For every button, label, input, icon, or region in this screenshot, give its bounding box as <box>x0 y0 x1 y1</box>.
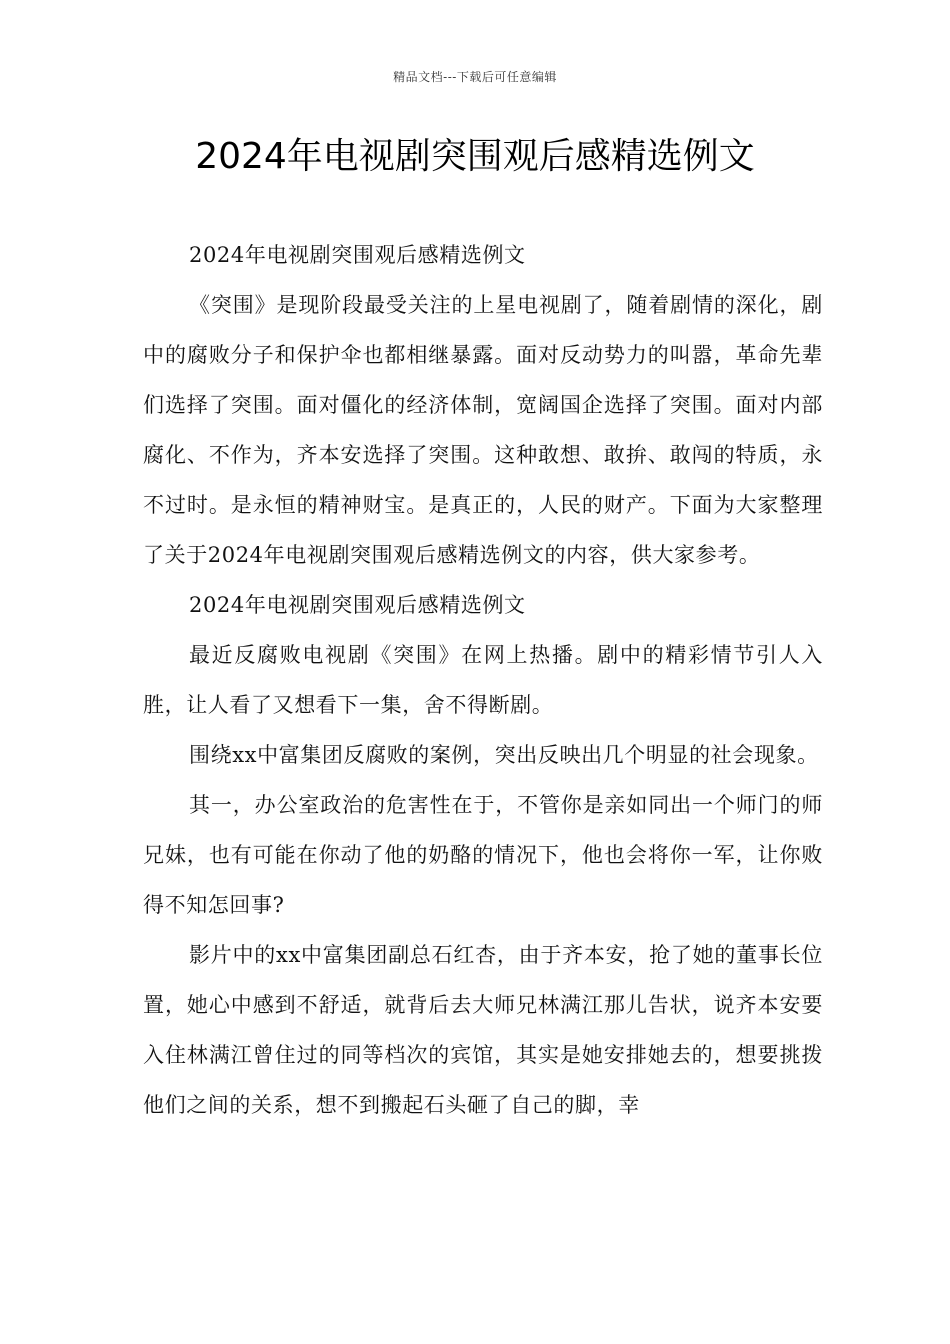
paragraph: 围绕xx中富集团反腐败的案例，突出反映出几个明显的社会现象。 <box>189 743 819 767</box>
document-body <box>143 230 823 1130</box>
paragraph: 最近反腐败电视剧《突围》在网上热播。剧中的精彩情节引人入胜，让人看了又想看下一集，舍不得断剧。 <box>143 643 823 717</box>
header-note: 精品文档---下载后可任意编辑 <box>393 70 557 84</box>
paragraph-subtitle: 2024年电视剧突围观后感精选例文 <box>189 593 526 617</box>
document-title: 2024年电视剧突围观后感精选例文 <box>195 136 755 177</box>
paragraph: 其一，办公室政治的危害性在于，不管你是亲如同出一个师门的师兄妹，也有可能在你动了他的奶酪的情况下，他也会将你一军，让你败得不知怎回事? <box>143 793 823 917</box>
paragraph: 影片中的xx中富集团副总石红杏，由于齐本安，抢了她的董事长位置，她心中感到不舒适，就背后去大师兄林满江那儿告状，说齐本安要入住林满江曾住过的同等档次的宾馆，其实是她安排她去的，想要挑拨他们之间的关系，想不到搬起石头砸了自己的脚，幸 <box>143 943 823 1117</box>
paragraph-subtitle: 2024年电视剧突围观后感精选例文 <box>189 243 526 267</box>
paragraph-intro: 《突围》是现阶段最受关注的上星电视剧了，随着剧情的深化，剧中的腐败分子和保护伞也都相继暴露。面对反动势力的叫嚣，革命先辈们选择了突围。面对僵化的经济体制，宽阔国企选择了突围。面对内部腐化、不作为，齐本安选择了突围。这种敢想、敢拚、敢闯的特质，永不过时。是永恒的精神财宝。是真正的，人民的财产。下面为大家整理了关于2024年电视剧突围观后感精选例文的内容，供大家参考。 <box>143 293 823 567</box>
